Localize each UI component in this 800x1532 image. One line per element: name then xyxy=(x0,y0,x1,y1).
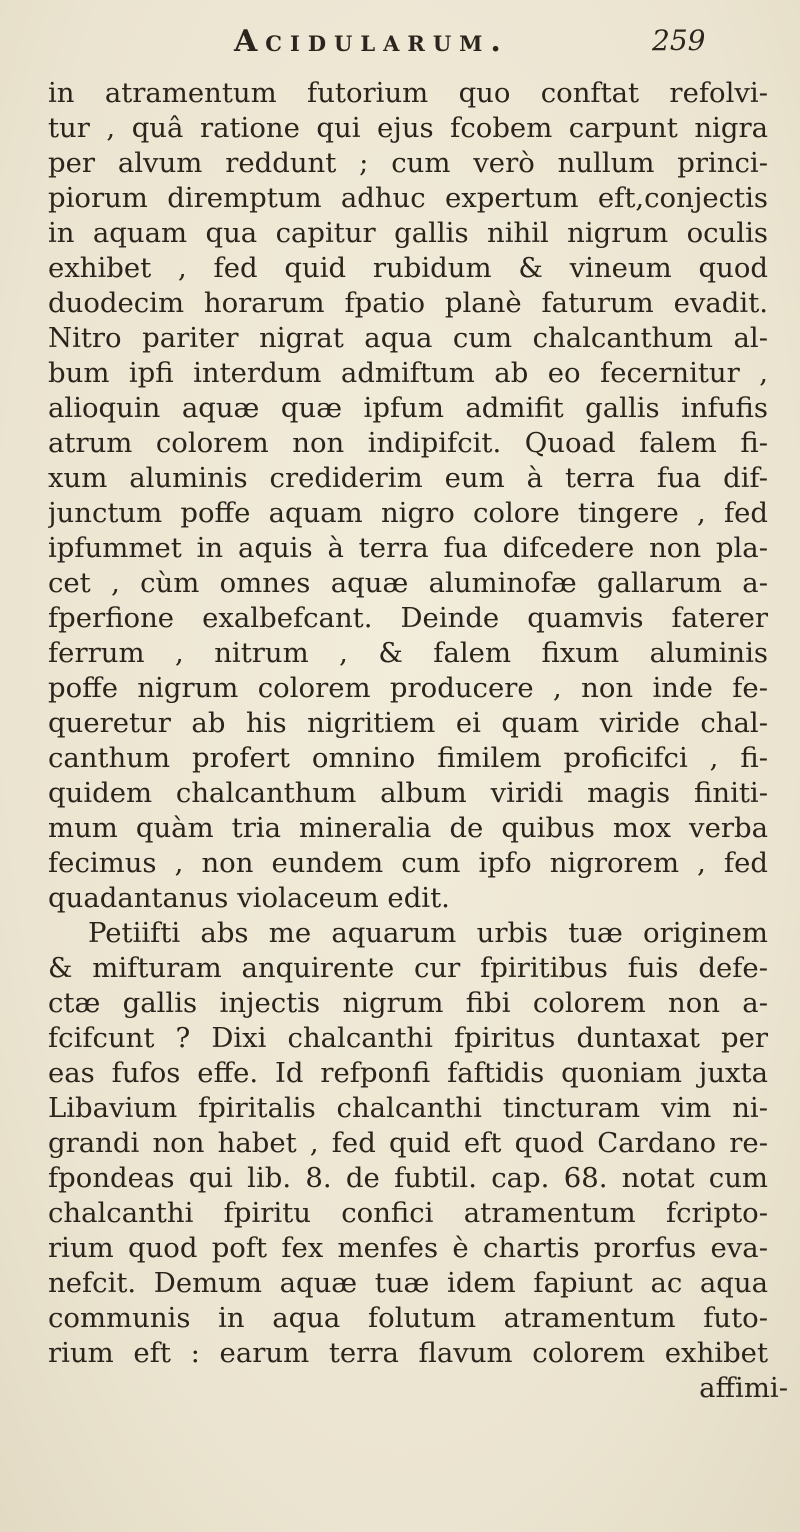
text-line: & mifturam anquirente cur fpiritibus fuis defe- xyxy=(48,952,768,984)
text-line: in aquam qua capitur gallis nihil nigrum oculis xyxy=(48,217,768,249)
catchword: affimi- xyxy=(699,1372,788,1404)
text-line: exhibet , fed quid rubidum & vineum quod xyxy=(48,252,768,284)
text-line: per alvum reddunt ; cum verò nullum princi- xyxy=(48,147,768,179)
text-line: alioquin aquæ quæ ipfum admifit gallis infufis xyxy=(48,392,768,424)
text-line: tur , quâ ratione qui ejus fcobem carpunt nigra xyxy=(48,112,768,144)
text-line: bum ipfi interdum admiftum ab eo fecernitur , xyxy=(48,357,768,389)
text-line: Petiifti abs me aquarum urbis tuæ originem xyxy=(88,917,768,949)
text-line: ipfummet in aquis à terra fua difcedere non pla- xyxy=(48,532,768,564)
text-line: grandi non habet , fed quid eft quod Cardano re- xyxy=(48,1127,768,1159)
text-line: queretur ab his nigritiem ei quam viride chal- xyxy=(48,707,768,739)
text-line: canthum profert omnino fimilem proficifci , fi- xyxy=(48,742,768,774)
text-line: Nitro pariter nigrat aqua cum chalcanthum al- xyxy=(48,322,768,354)
text-line: nefcit. Demum aquæ tuæ idem fapiunt ac aqua xyxy=(48,1267,768,1299)
text-line: chalcanthi fpiritu confici atramentum fcripto- xyxy=(48,1197,768,1229)
text-line: fcifcunt ? Dixi chalcanthi fpiritus duntaxat per xyxy=(48,1022,768,1054)
text-line: quadantanus violaceum edit. xyxy=(48,882,450,914)
text-line: junctum poffe aquam nigro colore tingere , fed xyxy=(48,497,768,529)
text-line: quidem chalcanthum album viridi magis finiti- xyxy=(48,777,768,809)
text-line: fperfione exalbefcant. Deinde quamvis faterer xyxy=(48,602,768,634)
body-text xyxy=(48,76,768,1371)
text-line: piorum diremptum adhuc expertum eft,conjectis xyxy=(48,182,768,214)
text-line: ctæ gallis injectis nigrum fibi colorem non a- xyxy=(48,987,768,1019)
text-line: fecimus , non eundem cum ipfo nigrorem , fed xyxy=(48,847,768,879)
text-line: rium quod poft fex menfes è chartis prorfus eva- xyxy=(48,1232,768,1264)
text-line: fpondeas qui lib. 8. de fubtil. cap. 68. notat cum xyxy=(48,1162,768,1194)
text-line: communis in aqua folutum atramentum futo- xyxy=(48,1302,768,1334)
text-line: ferrum , nitrum , & falem fixum aluminis xyxy=(48,637,768,669)
text-line: xum aluminis crediderim eum à terra fua dif- xyxy=(48,462,768,494)
text-line: Libavium fpiritalis chalcanthi tincturam vim ni- xyxy=(48,1092,768,1124)
text-line: duodecim horarum fpatio planè faturum evadit. xyxy=(48,287,768,319)
text-line: eas fufos effe. Id refponfi faftidis quoniam juxta xyxy=(48,1057,768,1089)
text-line: atrum colorem non indipifcit. Quoad falem fi- xyxy=(48,427,768,459)
page-number: 259 xyxy=(652,24,706,57)
running-title: Acidularum. xyxy=(234,24,509,59)
text-line: rium eft : earum terra flavum colorem exhibet xyxy=(48,1337,768,1369)
text-line: in atramentum futorium quo conftat refolvi- xyxy=(48,77,768,109)
text-line: mum quàm tria mineralia de quibus mox verba xyxy=(48,812,768,844)
text-line: poffe nigrum colorem producere , non inde fe- xyxy=(48,672,768,704)
running-head xyxy=(0,18,800,62)
text-line: cet , cùm omnes aquæ aluminofæ gallarum a- xyxy=(48,567,768,599)
